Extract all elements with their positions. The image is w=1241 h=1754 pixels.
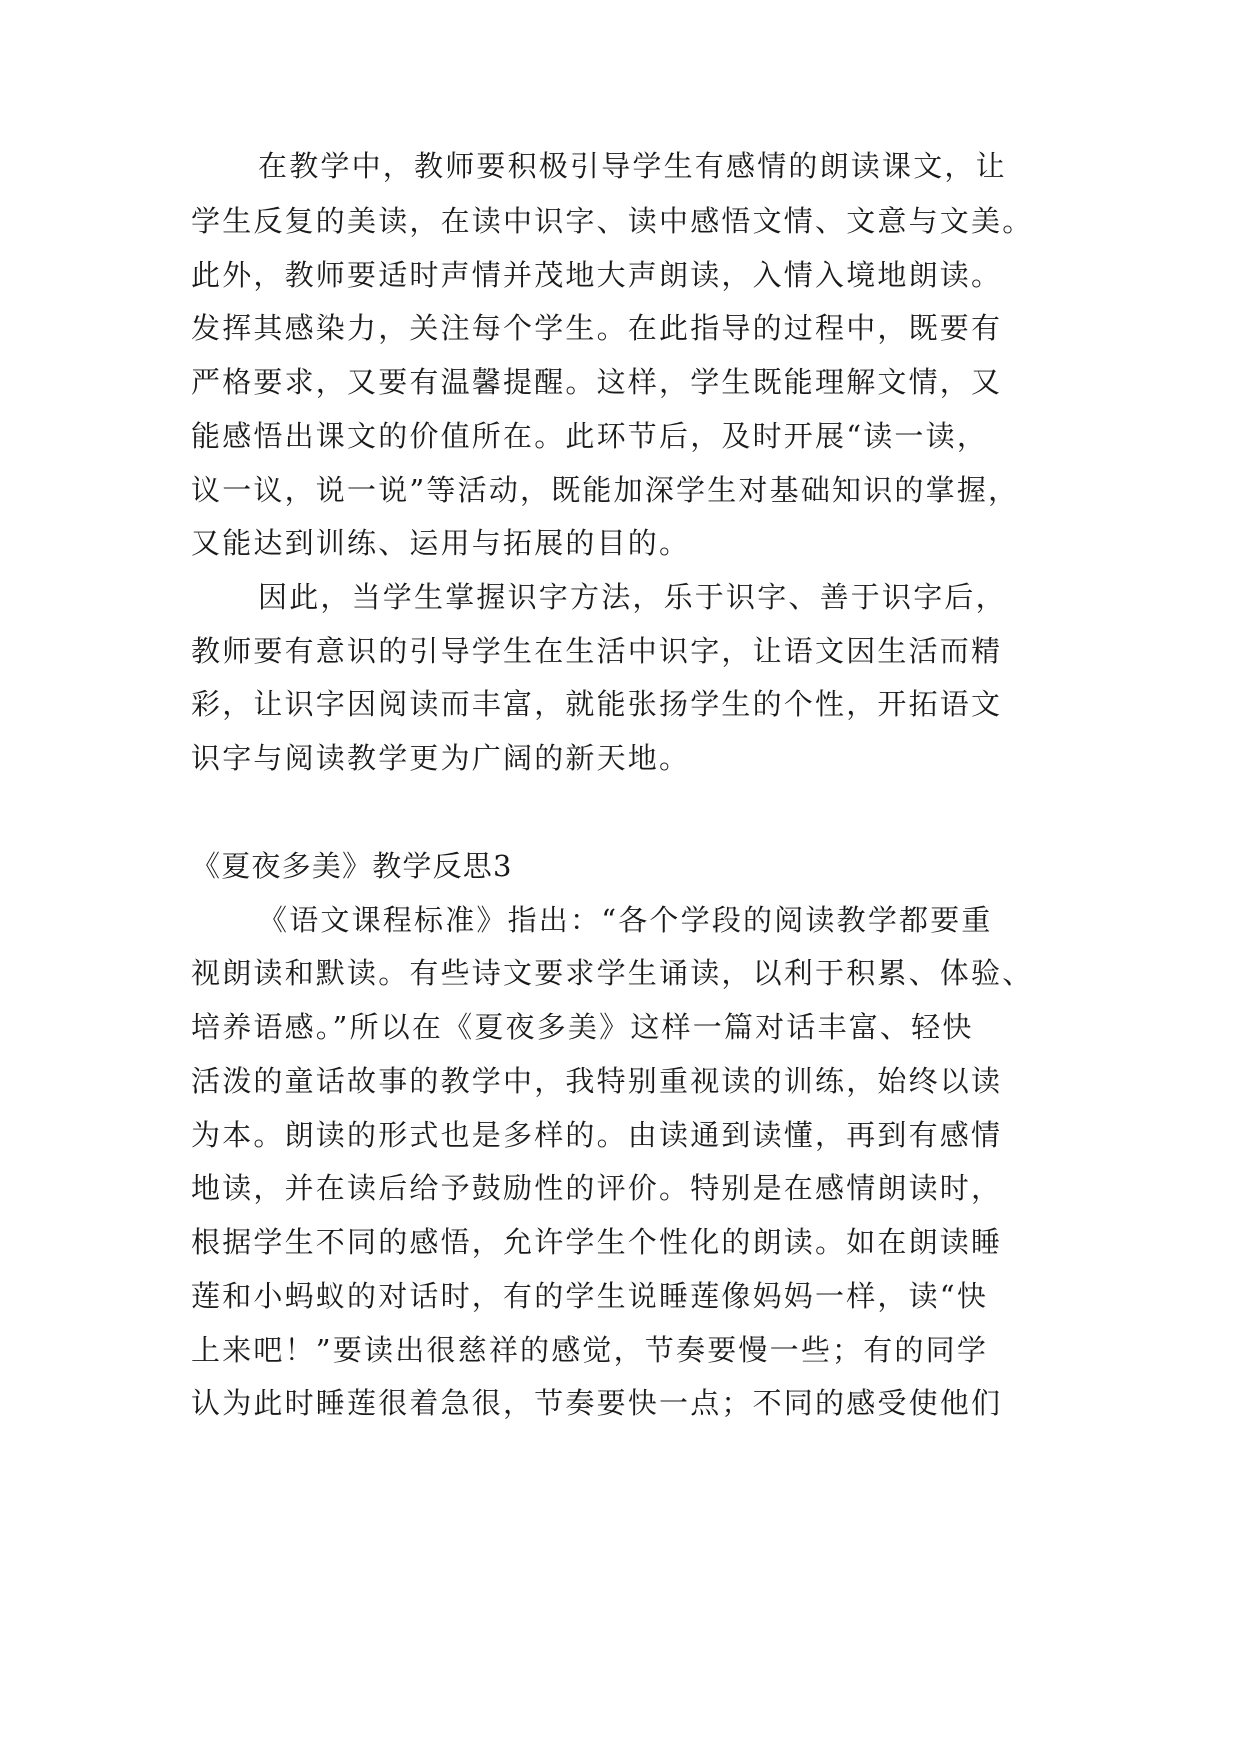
paragraph-line: 莲和小蚂蚁的对话时，有的学生说睡莲像妈妈一样，读“快: [191, 1279, 989, 1313]
paragraph-line: 《语文课程标准》指出：“各个学段的阅读教学都要重: [258, 903, 993, 937]
paragraph-line: 培养语感。”所以在《夏夜多美》这样一篇对话丰富、轻快: [191, 1010, 974, 1044]
paragraph-line: 学生反复的美读，在读中识字、读中感悟文情、文意与文美。: [191, 204, 1034, 238]
paragraph-line: 又能达到训练、运用与拓展的目的。: [191, 526, 691, 560]
paragraph-line: 议一议，说一说”等活动，既能加深学生对基础知识的掌握，: [191, 473, 1020, 507]
paragraph-line: 活泼的童话故事的教学中，我特别重视读的训练，始终以读: [191, 1064, 1003, 1098]
paragraph-line: 此外，教师要适时声情并茂地大声朗读，入情入境地朗读。: [191, 258, 1003, 292]
paragraph-line: 严格要求，又要有温馨提醒。这样，学生既能理解文情，又: [191, 365, 1003, 399]
paragraph-line: 视朗读和默读。有些诗文要求学生诵读，以利于积累、体验、: [191, 956, 1034, 990]
paragraph-line: 在教学中，教师要积极引导学生有感情的朗读课文，让: [258, 149, 1007, 183]
paragraph-line: 因此，当学生掌握识字方法，乐于识字、善于识字后，: [258, 580, 1007, 614]
paragraph-line: 彩，让识字因阅读而丰富，就能张扬学生的个性，开拓语文: [191, 687, 1003, 721]
paragraph-line: 上来吧！”要读出很慈祥的感觉，节奏要慢一些；有的同学: [191, 1333, 989, 1367]
paragraph-line: 根据学生不同的感悟，允许学生个性化的朗读。如在朗读睡: [191, 1225, 1003, 1259]
paragraph-line: 认为此时睡莲很着急很，节奏要快一点；不同的感受使他们: [191, 1386, 1003, 1420]
paragraph-line: 为本。朗读的形式也是多样的。由读通到读懂，再到有感情: [191, 1118, 1003, 1152]
paragraph-line: 识字与阅读教学更为广阔的新天地。: [191, 741, 691, 775]
paragraph-line: 地读，并在读后给予鼓励性的评价。特别是在感情朗读时，: [191, 1171, 1003, 1205]
paragraph-line: 发挥其感染力，关注每个学生。在此指导的过程中，既要有: [191, 311, 1003, 345]
section-heading: 《夏夜多美》教学反思3: [191, 849, 513, 883]
paragraph-line: 能感悟出课文的价值所在。此环节后，及时开展“读一读，: [191, 419, 989, 453]
paragraph-line: 教师要有意识的引导学生在生活中识字，让语文因生活而精: [191, 634, 1003, 668]
